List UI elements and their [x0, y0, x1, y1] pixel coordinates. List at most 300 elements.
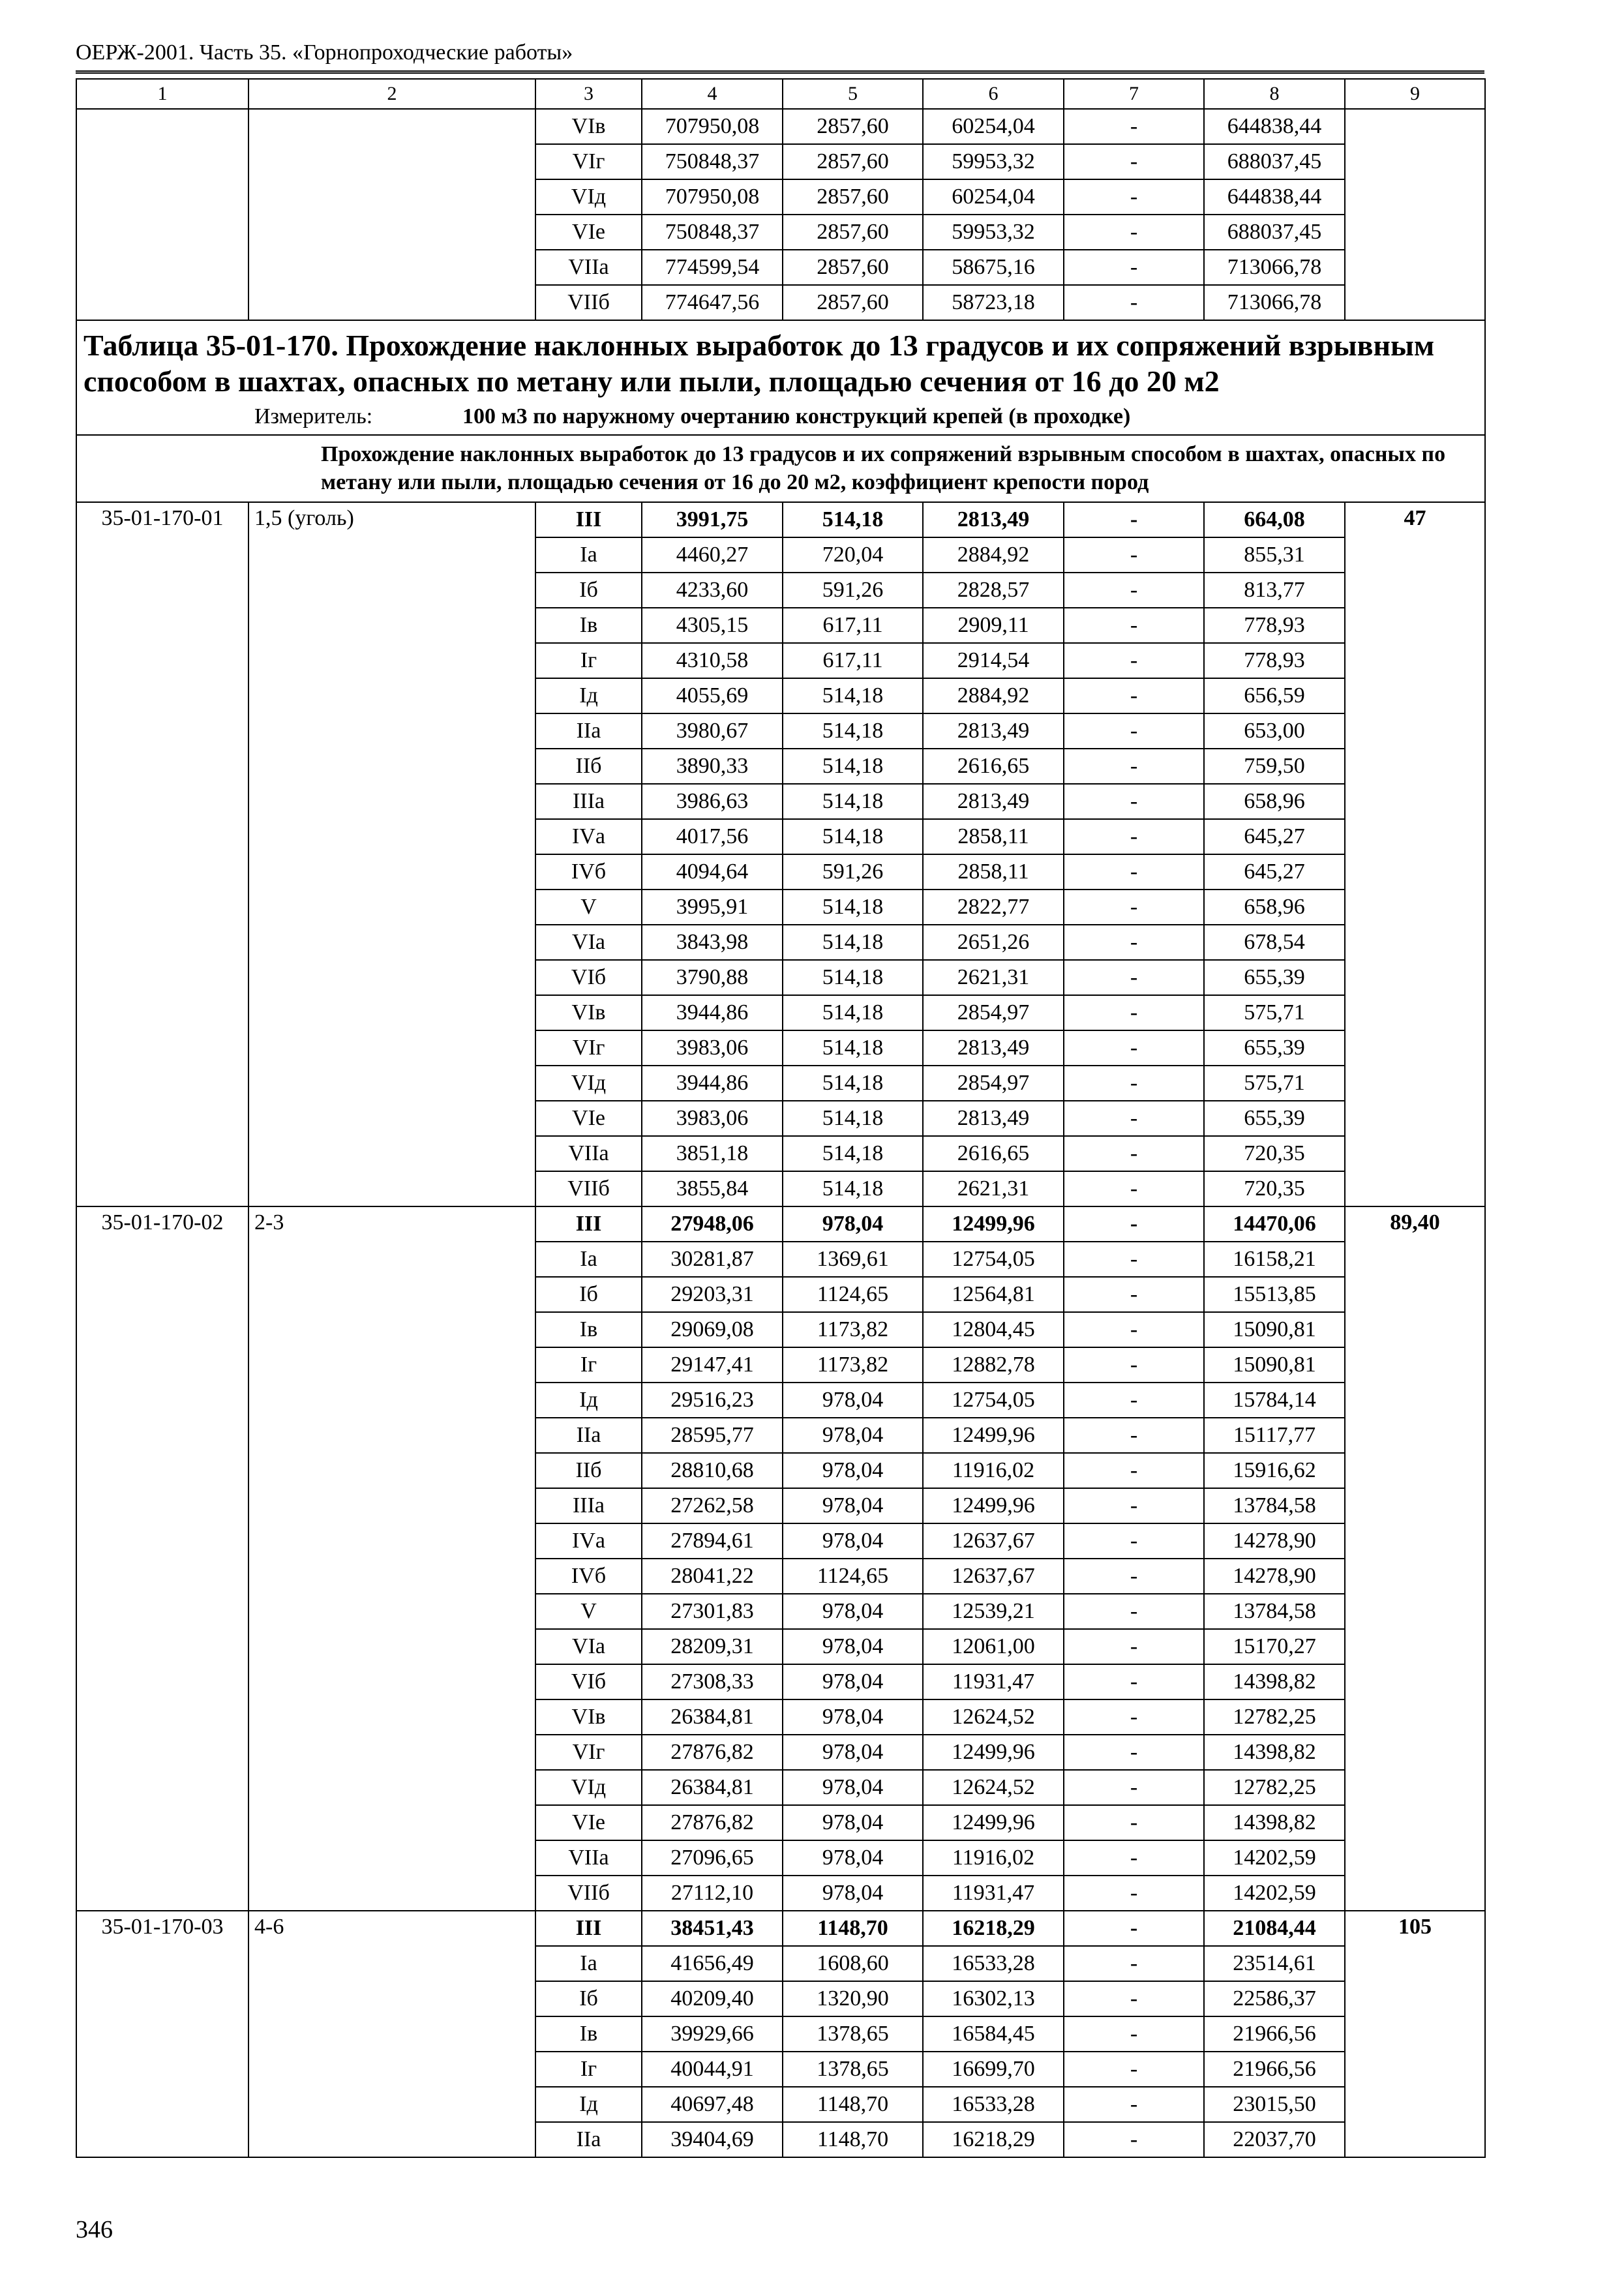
table-cell: 2854,97	[923, 995, 1064, 1030]
table-cell: 14278,90	[1204, 1559, 1345, 1594]
table-cell: 514,18	[783, 1066, 923, 1101]
table-cell: 27894,61	[642, 1523, 783, 1559]
table-cell: 38451,43	[642, 1911, 783, 1946]
table-cell: 813,77	[1204, 573, 1345, 608]
table-cell: 26384,81	[642, 1770, 783, 1805]
table-cell: Iв	[535, 2016, 642, 2052]
col9-cell: 105	[1345, 1911, 1485, 2157]
table-cell: 15117,77	[1204, 1418, 1345, 1453]
table-cell: 514,18	[783, 1171, 923, 1206]
table-cell: 12624,52	[923, 1699, 1064, 1735]
table-cell: VIг	[535, 1735, 642, 1770]
table-cell: 12782,25	[1204, 1770, 1345, 1805]
table-cell: VIд	[535, 1770, 642, 1805]
table-cell: 22586,37	[1204, 1981, 1345, 2016]
table-cell: VIд	[535, 179, 642, 215]
table-cell: 12637,67	[923, 1523, 1064, 1559]
table-cell: 3855,84	[642, 1171, 783, 1206]
table-cell: 12499,96	[923, 1418, 1064, 1453]
table-cell: -	[1064, 1030, 1204, 1066]
table-cell: 3944,86	[642, 995, 783, 1030]
table-cell: 29069,08	[642, 1312, 783, 1347]
table-cell: -	[1064, 573, 1204, 608]
table-cell: 759,50	[1204, 749, 1345, 784]
table-cell: 39929,66	[642, 2016, 783, 2052]
table-cell: IIIа	[535, 784, 642, 819]
table-cell: 644838,44	[1204, 109, 1345, 144]
table-cell: Iб	[535, 1277, 642, 1312]
table-cell: 655,39	[1204, 1101, 1345, 1136]
table-cell: 15090,81	[1204, 1347, 1345, 1383]
table-cell: 4094,64	[642, 854, 783, 890]
table-row	[76, 1206, 1485, 1242]
table-cell: 514,18	[783, 925, 923, 960]
table-cell: 978,04	[783, 1453, 923, 1488]
table-cell: 2857,60	[783, 250, 923, 285]
table-cell: VIе	[535, 1805, 642, 1840]
table-cell: 514,18	[783, 890, 923, 925]
table-cell: -	[1064, 1418, 1204, 1453]
table-cell: 14398,82	[1204, 1735, 1345, 1770]
table-cell: V	[535, 1594, 642, 1629]
table-cell: 978,04	[783, 1629, 923, 1664]
table-cell: 2651,26	[923, 925, 1064, 960]
description-cell: 4-6	[248, 1911, 535, 2157]
table-cell: 2858,11	[923, 819, 1064, 854]
table-cell: -	[1064, 643, 1204, 678]
table-cell: 778,93	[1204, 608, 1345, 643]
table-cell: IVб	[535, 854, 642, 890]
table-cell: 39404,69	[642, 2122, 783, 2157]
table-cell: 26384,81	[642, 1699, 783, 1735]
table-cell: 16218,29	[923, 2122, 1064, 2157]
table-cell: IIа	[535, 2122, 642, 2157]
table-cell: 12804,45	[923, 1312, 1064, 1347]
table-cell: 27096,65	[642, 1840, 783, 1876]
table-cell: 978,04	[783, 1805, 923, 1840]
table-cell: 59953,32	[923, 215, 1064, 250]
table-cell: 978,04	[783, 1699, 923, 1735]
table-cell: 3843,98	[642, 925, 783, 960]
table-cell: VIе	[535, 1101, 642, 1136]
table-cell: IIа	[535, 1418, 642, 1453]
table-cell: Iд	[535, 678, 642, 713]
table-cell: 978,04	[783, 1770, 923, 1805]
table-cell: 29516,23	[642, 1383, 783, 1418]
table-cell: 713066,78	[1204, 285, 1345, 320]
table-cell: 617,11	[783, 608, 923, 643]
table-cell: 27948,06	[642, 1206, 783, 1242]
table-cell: IIа	[535, 713, 642, 749]
table-cell: 28810,68	[642, 1453, 783, 1488]
table-cell: 23015,50	[1204, 2087, 1345, 2122]
table-cell: 12499,96	[923, 1735, 1064, 1770]
table-cell: 23514,61	[1204, 1946, 1345, 1981]
table-cell: 750848,37	[642, 215, 783, 250]
table-cell: 12499,96	[923, 1805, 1064, 1840]
table-cell: 1124,65	[783, 1559, 923, 1594]
table-cell: -	[1064, 995, 1204, 1030]
table-cell: 978,04	[783, 1876, 923, 1911]
table-cell: -	[1064, 1629, 1204, 1664]
unit-label: Измеритель:	[254, 404, 373, 429]
table-cell: 2616,65	[923, 749, 1064, 784]
code-cell	[76, 109, 248, 320]
table-cell: 2813,49	[923, 1030, 1064, 1066]
table-cell: 14202,59	[1204, 1840, 1345, 1876]
table-cell: 514,18	[783, 678, 923, 713]
table-cell: 514,18	[783, 1136, 923, 1171]
column-number: 7	[1064, 79, 1204, 109]
table-cell: 21084,44	[1204, 1911, 1345, 1946]
header-rule	[76, 70, 1484, 74]
table-cell: 15090,81	[1204, 1312, 1345, 1347]
table-cell: 29147,41	[642, 1347, 783, 1383]
table-cell: 656,59	[1204, 678, 1345, 713]
table-cell: 12637,67	[923, 1559, 1064, 1594]
table-cell: -	[1064, 1770, 1204, 1805]
table-cell: 2857,60	[783, 144, 923, 179]
table-cell: 514,18	[783, 749, 923, 784]
table-cell: VIг	[535, 144, 642, 179]
table-cell: Iа	[535, 537, 642, 573]
rates-table	[76, 78, 1486, 2158]
column-number: 2	[248, 79, 535, 109]
table-cell: -	[1064, 925, 1204, 960]
table-cell: 3944,86	[642, 1066, 783, 1101]
table-cell: -	[1064, 854, 1204, 890]
table-cell: 12754,05	[923, 1383, 1064, 1418]
table-cell: -	[1064, 250, 1204, 285]
table-row	[76, 109, 1485, 144]
table-cell: 1148,70	[783, 2087, 923, 2122]
table-cell: 2857,60	[783, 285, 923, 320]
table-cell: Iг	[535, 643, 642, 678]
table-cell: 514,18	[783, 502, 923, 537]
table-cell: -	[1064, 285, 1204, 320]
table-cell: 40044,91	[642, 2052, 783, 2087]
table-cell: 12499,96	[923, 1206, 1064, 1242]
table-cell: -	[1064, 179, 1204, 215]
table-cell: 1320,90	[783, 1981, 923, 2016]
table-cell: -	[1064, 1242, 1204, 1277]
table-cell: 27876,82	[642, 1735, 783, 1770]
table-cell: 713066,78	[1204, 250, 1345, 285]
table-cell: 2914,54	[923, 643, 1064, 678]
table-cell: -	[1064, 713, 1204, 749]
code-cell: 35-01-170-02	[76, 1206, 248, 1911]
table-cell: 2858,11	[923, 854, 1064, 890]
table-cell: 16218,29	[923, 1911, 1064, 1946]
table-cell: 978,04	[783, 1488, 923, 1523]
table-cell: 1173,82	[783, 1347, 923, 1383]
table-cell: -	[1064, 502, 1204, 537]
table-cell: -	[1064, 2122, 1204, 2157]
table-cell: 1173,82	[783, 1312, 923, 1347]
description-cell: 2-3	[248, 1206, 535, 1911]
table-cell: 778,93	[1204, 643, 1345, 678]
table-cell: -	[1064, 2087, 1204, 2122]
table-cell: 21966,56	[1204, 2052, 1345, 2087]
table-cell: 15170,27	[1204, 1629, 1345, 1664]
table-cell: Iб	[535, 573, 642, 608]
table-cell: 1369,61	[783, 1242, 923, 1277]
table-cell: 3991,75	[642, 502, 783, 537]
table-cell: -	[1064, 1453, 1204, 1488]
table-cell: -	[1064, 1347, 1204, 1383]
column-number: 5	[783, 79, 923, 109]
table-cell: 4055,69	[642, 678, 783, 713]
table-cell: IIб	[535, 749, 642, 784]
table-cell: 3983,06	[642, 1101, 783, 1136]
section-header: Прохождение наклонных выработок до 13 градусов и их сопряжений взрывным способом в шахтах, опасных по метану или пыли, площадью сечения от 16 до 20 м2, коэффициент крепости пород	[76, 435, 1485, 502]
table-cell: VIIб	[535, 1876, 642, 1911]
table-cell: 978,04	[783, 1418, 923, 1453]
code-cell: 35-01-170-03	[76, 1911, 248, 2157]
table-cell: 2822,77	[923, 890, 1064, 925]
table-cell: 688037,45	[1204, 144, 1345, 179]
table-cell: 2909,11	[923, 608, 1064, 643]
table-cell: 58675,16	[923, 250, 1064, 285]
table-cell: 13784,58	[1204, 1488, 1345, 1523]
table-cell: -	[1064, 1735, 1204, 1770]
table-cell: 664,08	[1204, 502, 1345, 537]
table-cell: 1148,70	[783, 1911, 923, 1946]
column-number: 8	[1204, 79, 1345, 109]
table-cell: 60254,04	[923, 109, 1064, 144]
table-cell: 2813,49	[923, 502, 1064, 537]
table-cell: 2857,60	[783, 215, 923, 250]
table-cell: 2884,92	[923, 678, 1064, 713]
table-cell: 12782,25	[1204, 1699, 1345, 1735]
table-cell: VIа	[535, 1629, 642, 1664]
table-cell: 688037,45	[1204, 215, 1345, 250]
table-cell: Iд	[535, 2087, 642, 2122]
table-cell: 2621,31	[923, 1171, 1064, 1206]
table-cell: 575,71	[1204, 1066, 1345, 1101]
table-cell: 2616,65	[923, 1136, 1064, 1171]
table-cell: 2857,60	[783, 179, 923, 215]
table-cell: 645,27	[1204, 819, 1345, 854]
table-cell: Iв	[535, 1312, 642, 1347]
table-cell: -	[1064, 1101, 1204, 1136]
table-cell: IVа	[535, 1523, 642, 1559]
table-cell: 514,18	[783, 995, 923, 1030]
table-cell: 14398,82	[1204, 1664, 1345, 1699]
table-cell: 514,18	[783, 1101, 923, 1136]
column-number: 4	[642, 79, 783, 109]
table-cell: Iг	[535, 1347, 642, 1383]
column-number: 9	[1345, 79, 1485, 109]
table-cell: 12754,05	[923, 1242, 1064, 1277]
table-cell: 16533,28	[923, 1946, 1064, 1981]
table-cell: IIб	[535, 1453, 642, 1488]
table-cell: -	[1064, 1559, 1204, 1594]
table-cell: 28595,77	[642, 1418, 783, 1453]
table-cell: 514,18	[783, 1030, 923, 1066]
table-cell: VIIа	[535, 250, 642, 285]
table-cell: -	[1064, 1876, 1204, 1911]
table-cell: 2621,31	[923, 960, 1064, 995]
unit-line	[83, 406, 1478, 428]
table-cell: 12539,21	[923, 1594, 1064, 1629]
col9-cell: 47	[1345, 502, 1485, 1206]
table-cell: VIIб	[535, 1171, 642, 1206]
col9-cell	[1345, 109, 1485, 320]
table-cell: 591,26	[783, 854, 923, 890]
table-cell: 655,39	[1204, 1030, 1345, 1066]
table-cell: -	[1064, 784, 1204, 819]
table-title-block	[76, 320, 1485, 435]
table-cell: III	[535, 1911, 642, 1946]
table-cell: 4017,56	[642, 819, 783, 854]
table-cell: 16584,45	[923, 2016, 1064, 2052]
table-cell: 4460,27	[642, 537, 783, 573]
table-cell: 59953,32	[923, 144, 1064, 179]
table-cell: -	[1064, 1840, 1204, 1876]
table-cell: -	[1064, 1312, 1204, 1347]
table-cell: 27876,82	[642, 1805, 783, 1840]
table-cell: 3890,33	[642, 749, 783, 784]
table-cell: 720,04	[783, 537, 923, 573]
table-cell: -	[1064, 749, 1204, 784]
table-cell: 14278,90	[1204, 1523, 1345, 1559]
table-cell: 978,04	[783, 1735, 923, 1770]
table-cell: 514,18	[783, 713, 923, 749]
table-cell: 60254,04	[923, 179, 1064, 215]
table-cell: 591,26	[783, 573, 923, 608]
table-cell: 4305,15	[642, 608, 783, 643]
table-cell: Iа	[535, 1242, 642, 1277]
table-cell: III	[535, 1206, 642, 1242]
table-cell: -	[1064, 608, 1204, 643]
table-cell: 514,18	[783, 784, 923, 819]
table-cell: 658,96	[1204, 784, 1345, 819]
table-cell: 720,35	[1204, 1171, 1345, 1206]
table-cell: IIIа	[535, 1488, 642, 1523]
table-cell: 1378,65	[783, 2016, 923, 2052]
table-cell: Iг	[535, 2052, 642, 2087]
code-cell: 35-01-170-01	[76, 502, 248, 1206]
table-cell: 2857,60	[783, 109, 923, 144]
table-cell: -	[1064, 1699, 1204, 1735]
table-cell: 22037,70	[1204, 2122, 1345, 2157]
table-cell: 575,71	[1204, 995, 1345, 1030]
table-cell: 12499,96	[923, 1488, 1064, 1523]
column-number-row	[76, 79, 1485, 109]
table-cell: -	[1064, 1946, 1204, 1981]
table-cell: -	[1064, 1066, 1204, 1101]
table-cell: Iв	[535, 608, 642, 643]
table-cell: 2813,49	[923, 713, 1064, 749]
unit-value: 100 м3 по наружному очертанию конструкций крепей (в проходке)	[462, 404, 1131, 429]
table-cell: 617,11	[783, 643, 923, 678]
table-cell: 12624,52	[923, 1770, 1064, 1805]
table-cell: 514,18	[783, 819, 923, 854]
table-cell: -	[1064, 1136, 1204, 1171]
table-cell: 4310,58	[642, 643, 783, 678]
table-cell: VIв	[535, 1699, 642, 1735]
col9-cell: 89,40	[1345, 1206, 1485, 1911]
table-cell: 16699,70	[923, 2052, 1064, 2087]
table-cell: 11931,47	[923, 1664, 1064, 1699]
table-cell: 3995,91	[642, 890, 783, 925]
table-cell: Iд	[535, 1383, 642, 1418]
table-cell: 27112,10	[642, 1876, 783, 1911]
table-cell: 16533,28	[923, 2087, 1064, 2122]
table-title-row	[76, 320, 1485, 435]
table-cell: 720,35	[1204, 1136, 1345, 1171]
table-cell: 774647,56	[642, 285, 783, 320]
table-cell: VIд	[535, 1066, 642, 1101]
table-cell: 27262,58	[642, 1488, 783, 1523]
table-cell: -	[1064, 1981, 1204, 2016]
table-cell: 1148,70	[783, 2122, 923, 2157]
table-cell: 12061,00	[923, 1629, 1064, 1664]
table-cell: 12882,78	[923, 1347, 1064, 1383]
table-cell: -	[1064, 144, 1204, 179]
table-cell: III	[535, 502, 642, 537]
table-cell: VIб	[535, 1664, 642, 1699]
table-title: Таблица 35-01-170. Прохождение наклонных выработок до 13 градусов и их сопряжений взрывным способом в шахтах, опасных по метану или пыли, площадью сечения от 16 до 20 м2	[83, 329, 1435, 398]
table-cell: 1378,65	[783, 2052, 923, 2087]
table-cell: 707950,08	[642, 179, 783, 215]
table-cell: 3986,63	[642, 784, 783, 819]
table-cell: -	[1064, 1277, 1204, 1312]
table-cell: 27301,83	[642, 1594, 783, 1629]
table-cell: 30281,87	[642, 1242, 783, 1277]
table-cell: 15784,14	[1204, 1383, 1345, 1418]
table-cell: 14470,06	[1204, 1206, 1345, 1242]
table-cell: -	[1064, 1171, 1204, 1206]
table-cell: VIг	[535, 1030, 642, 1066]
table-cell: VIе	[535, 215, 642, 250]
table-cell: 978,04	[783, 1383, 923, 1418]
table-cell: -	[1064, 1594, 1204, 1629]
table-cell: VIа	[535, 925, 642, 960]
table-cell: -	[1064, 1911, 1204, 1946]
table-cell: 14202,59	[1204, 1876, 1345, 1911]
table-cell: 2884,92	[923, 537, 1064, 573]
table-cell: 14398,82	[1204, 1805, 1345, 1840]
table-cell: 707950,08	[642, 109, 783, 144]
table-cell: -	[1064, 819, 1204, 854]
table-cell: IVб	[535, 1559, 642, 1594]
table-cell: 653,00	[1204, 713, 1345, 749]
table-cell: 1124,65	[783, 1277, 923, 1312]
section-header-row	[76, 435, 1485, 502]
table-cell: 21966,56	[1204, 2016, 1345, 2052]
table-cell: 29203,31	[642, 1277, 783, 1312]
table-cell: 16302,13	[923, 1981, 1064, 2016]
table-cell: -	[1064, 1383, 1204, 1418]
table-cell: 3851,18	[642, 1136, 783, 1171]
table-cell: 11916,02	[923, 1840, 1064, 1876]
column-number: 3	[535, 79, 642, 109]
table-cell: 11916,02	[923, 1453, 1064, 1488]
table-cell: 40209,40	[642, 1981, 783, 2016]
table-cell: -	[1064, 537, 1204, 573]
table-cell: 750848,37	[642, 144, 783, 179]
table-cell: VIIа	[535, 1136, 642, 1171]
table-cell: -	[1064, 1206, 1204, 1242]
table-cell: 978,04	[783, 1206, 923, 1242]
table-cell: 658,96	[1204, 890, 1345, 925]
column-number: 6	[923, 79, 1064, 109]
table-cell: 1608,60	[783, 1946, 923, 1981]
table-cell: Iа	[535, 1946, 642, 1981]
table-cell: 16158,21	[1204, 1242, 1345, 1277]
